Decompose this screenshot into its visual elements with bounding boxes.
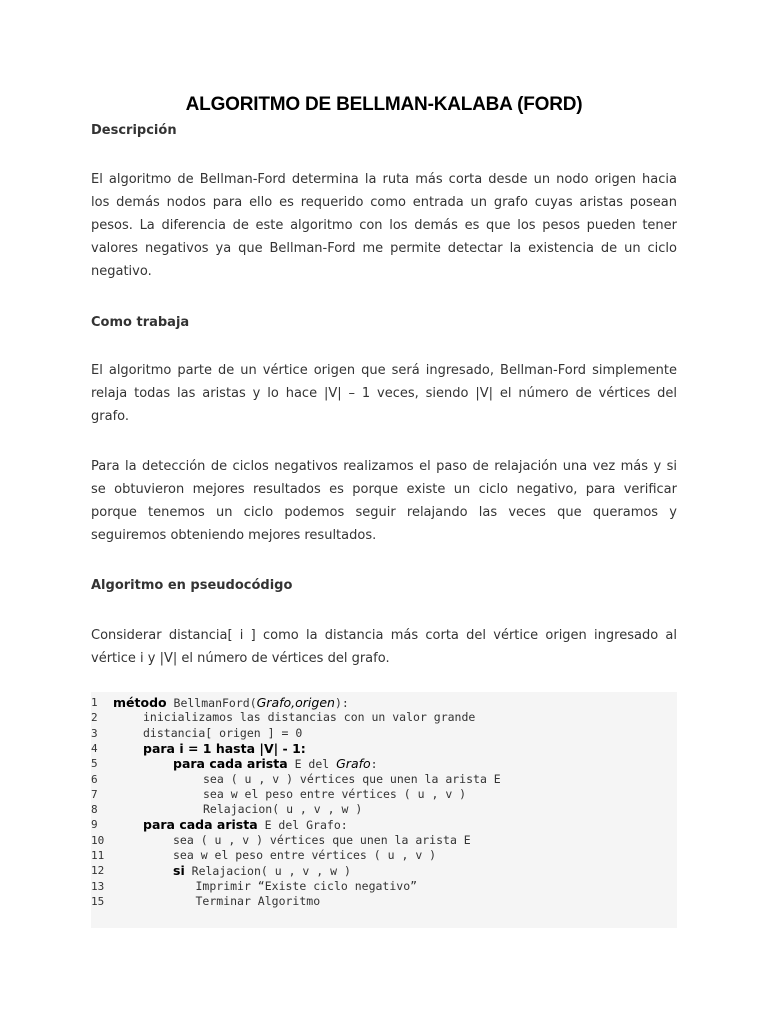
paragraph-descripcion [91,168,677,283]
code-token: ): [334,696,349,710]
code-line [91,726,677,741]
code-token: E del Grafo: [257,818,348,833]
code-text [173,756,378,772]
code-token: distancia[ origen ] = 0 [143,725,303,740]
code-text [203,772,501,787]
code-line [91,863,677,878]
code-keyword: para cada arista [173,756,288,772]
code-text [173,863,351,879]
line-number: 15 [91,894,105,908]
line-number: 12 [91,864,105,878]
code-line [91,894,677,909]
paragraph-line: se obtuvieron mejores resultados es porque existe un ciclo negativo, para verificar [91,482,677,497]
paragraph-line: Considerar distancia[ i ] como la distancia más corta del vértice origen ingresado al [91,628,677,643]
code-token: : [370,757,378,772]
paragraph-line: porque tenemos un ciclo podemos seguir relajando las veces que queramos y [91,505,677,520]
code-text [143,710,475,725]
code-token: sea w el peso entre vértices ( u , v ) [203,786,467,801]
code-text [203,802,362,817]
line-number: 7 [91,787,98,801]
line-number: 9 [91,818,98,832]
paragraph-line: vértice i y |V| el número de vértices del grafo. [91,651,390,666]
code-line [91,817,677,832]
paragraph-line: valores negativos ya que Bellman-Ford me permite detectar la existencia de un ciclo [91,241,677,256]
code-text [203,787,466,802]
code-line [91,833,677,848]
code-text [143,817,348,833]
code-line [91,879,677,894]
paragraph-line: seguiremos obteniendo mejores resultados. [91,528,377,543]
paragraph-como-trabaja-1 [91,359,677,428]
code-italic: Grafo [336,756,371,772]
code-text [143,741,306,757]
paragraph-line: relaja todas las aristas y lo hace |V| – 1 veces, siendo |V| el número de vértices del [91,386,677,401]
line-number: 4 [91,741,98,755]
paragraph-line: los demás nodos para ello es requerido como entrada un grafo cuyas aristas posean [91,195,677,210]
code-line [91,695,677,710]
line-number: 1 [91,696,98,709]
code-token: E del [287,757,337,772]
line-number: 3 [91,726,98,740]
code-text [113,695,349,711]
code-token: Relajacion( u , v , w ) [203,802,363,817]
paragraph-line: negativo. [91,264,152,279]
code-line [91,741,677,756]
code-line [91,756,677,771]
line-number: 2 [91,711,98,725]
code-text [173,848,436,863]
code-keyword: método [113,695,167,710]
line-number: 10 [91,833,105,847]
code-token: inicializamos las distancias con un valor grande [143,710,476,725]
line-number: 6 [91,772,98,786]
code-keyword: si [173,863,185,879]
code-token: Relajacion( u , v , w ) [184,864,351,879]
code-keyword: para cada arista [143,817,258,833]
paragraph-line: El algoritmo parte de un vértice origen que será ingresado, Bellman-Ford simplemente [91,363,677,378]
code-line [91,848,677,863]
code-line [91,802,677,817]
code-token: sea w el peso entre vértices ( u , v ) [173,848,437,862]
code-keyword: para i = 1 hasta |V| - 1: [143,740,306,756]
paragraph-line: Para la detección de ciclos negativos realizamos el paso de relajación una vez más y si [91,459,677,474]
paragraph-pseudocodigo [91,624,677,670]
code-line [91,787,677,802]
section-heading-pseudocodigo: Algoritmo en pseudocódigo [91,578,293,593]
code-token: BellmanFord( [166,696,257,710]
paragraph-como-trabaja-2 [91,455,677,547]
code-token: Terminar Algoritmo [195,893,321,908]
code-text [143,726,302,741]
code-block [91,692,677,928]
code-token: Imprimir “Existe ciclo negativo” [195,878,418,893]
code-line [91,710,677,725]
code-text [173,833,471,848]
line-number: 5 [91,757,98,771]
section-heading-como-trabaja: Como trabaja [91,315,190,330]
code-italic: Grafo,origen [256,695,335,710]
section-heading-descripcion: Descripción [91,123,177,138]
code-token: sea ( u , v ) vértices que unen la arista E [203,771,501,786]
code-token: sea ( u , v ) vértices que unen la arista E [173,832,471,847]
line-number: 13 [91,879,105,893]
document-title: ALGORITMO DE BELLMAN-KALABA (FORD) [185,94,583,115]
code-text [196,879,418,894]
line-number: 11 [91,849,105,862]
paragraph-line: El algoritmo de Bellman-Ford determina la ruta más corta desde un nodo origen hacia [91,172,677,187]
line-number: 8 [91,803,98,817]
paragraph-line: pesos. La diferencia de este algoritmo con los demás es que los pesos pueden tener [91,218,677,233]
paragraph-line: grafo. [91,409,129,424]
code-line [91,772,677,787]
code-text [196,894,321,909]
